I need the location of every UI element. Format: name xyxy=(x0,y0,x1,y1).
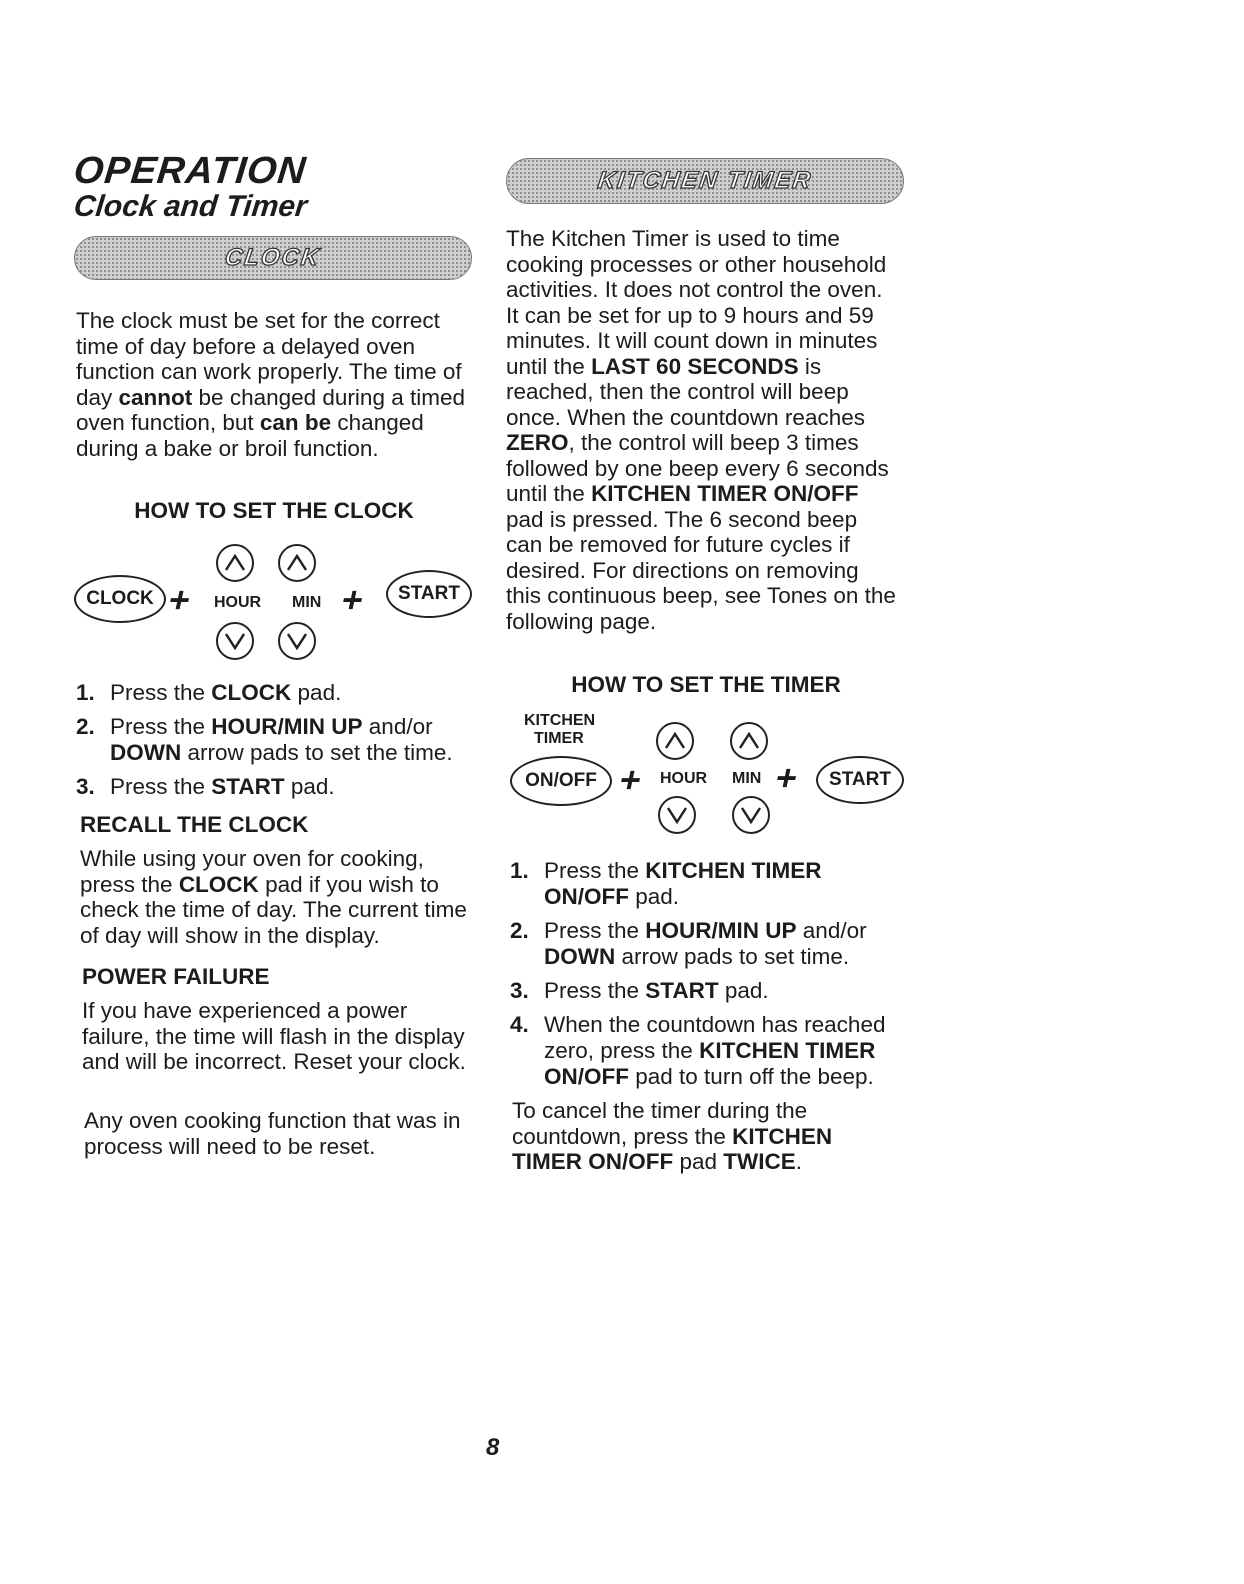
min-label: MIN xyxy=(732,770,762,787)
hour-label: HOUR xyxy=(214,594,262,611)
clock-intro xyxy=(76,308,466,461)
kitchen-timer-intro: The Kitchen Timer is used to time cooking processes or other household activities. It does not control the oven. It can be set for up to 9 hours and 59 minutes. It will count down in minutes until the LAST 60 SECONDS is reached, then the control will beep once. When the countdown reaches ZERO, the control will beep 3 times followed by one beep every 6 seconds until the KITCHEN TIMER ON/OFF pad is pressed. The 6 second beep can be removed for future cycles if desired. For directions on removing this continuous beep, see Tones on the following page. xyxy=(506,226,896,634)
hour-down-arrow-icon xyxy=(658,796,696,834)
timer-diagram xyxy=(506,710,906,840)
list-item: 3. Press the START pad. xyxy=(510,978,769,1003)
min-down-arrow-icon xyxy=(732,796,770,834)
plus-icon: + xyxy=(337,579,368,620)
clock-intro-part: be changed during a timed oven function, but xyxy=(76,384,465,435)
kitchen-timer-banner-label: KITCHEN TIMER xyxy=(596,167,814,194)
how-to-set-timer-heading: HOW TO SET THE TIMER xyxy=(571,672,841,697)
hour-up-arrow-icon xyxy=(216,544,254,582)
clock-intro-part: The clock must be set for the correct time of day before a delayed oven function can work properly. The time of day xyxy=(76,308,462,410)
cancel-timer-text: To cancel the timer during the countdown, press the KITCHEN TIMER ON/OFF pad TWICE. xyxy=(512,1098,833,1174)
plus-icon: + xyxy=(615,759,646,800)
list-item: 2. Press the HOUR/MIN UP and/or DOWN arrow pads to set the time. xyxy=(76,714,453,765)
kitchen-timer-banner xyxy=(506,158,904,204)
clock-pad: CLOCK xyxy=(74,575,166,623)
page-number: 8 xyxy=(486,1434,500,1461)
start-pad: START xyxy=(386,570,472,618)
list-item: 1. Press the CLOCK pad. xyxy=(76,680,342,705)
timer-label: TIMER xyxy=(534,730,584,747)
min-label: MIN xyxy=(292,594,322,611)
list-item: 2. Press the HOUR/MIN UP and/or DOWN arrow pads to set time. xyxy=(510,918,867,969)
plus-icon: + xyxy=(164,579,195,620)
step-number: 4. xyxy=(510,1012,529,1037)
power-failure-text: If you have experienced a power failure, the time will flash in the display and will be incorrect. Reset your clock. xyxy=(82,998,466,1074)
clock-intro-bold: cannot xyxy=(118,384,193,410)
list-item: 3. Press the START pad. xyxy=(76,774,335,799)
power-failure-heading: POWER FAILURE xyxy=(82,964,270,989)
onoff-pad: ON/OFF xyxy=(510,756,612,806)
kitchen-label: KITCHEN xyxy=(524,712,596,729)
hour-down-arrow-icon xyxy=(216,622,254,660)
step-number: 3. xyxy=(510,978,529,1003)
min-down-arrow-icon xyxy=(278,622,316,660)
how-to-set-clock-heading: HOW TO SET THE CLOCK xyxy=(134,498,414,523)
list-item: 4. When the countdown has reached zero, press the KITCHEN TIMER ON/OFF pad to turn off the beep. xyxy=(510,1012,886,1089)
timer-steps xyxy=(510,858,906,1098)
hour-label: HOUR xyxy=(660,770,708,787)
clock-diagram xyxy=(74,540,474,670)
step-number: 1. xyxy=(510,858,529,883)
list-item: 1. Press the KITCHEN TIMER ON/OFF pad. xyxy=(510,858,822,909)
recall-clock-text: While using your oven for cooking, press the CLOCK pad if you wish to check the time of day. The current time of day will show in the display. xyxy=(80,846,467,948)
clock-intro-bold: can be xyxy=(259,410,332,435)
power-failure-text-2: Any oven cooking function that was in process will need to be reset. xyxy=(84,1108,461,1159)
plus-icon: + xyxy=(771,757,802,798)
min-up-arrow-icon xyxy=(730,722,768,760)
clock-banner xyxy=(74,236,472,280)
clock-banner-label: CLOCK xyxy=(223,244,323,271)
clock-intro-part: changed during a bake or broil function. xyxy=(76,410,424,461)
page-subtitle: Clock and Timer xyxy=(72,190,309,223)
min-up-arrow-icon xyxy=(278,544,316,582)
hour-up-arrow-icon xyxy=(656,722,694,760)
step-number: 3. xyxy=(76,774,95,799)
step-number: 2. xyxy=(76,714,95,739)
clock-steps xyxy=(76,680,476,808)
step-number: 2. xyxy=(510,918,529,943)
section-title: OPERATION xyxy=(71,150,309,192)
start-pad: START xyxy=(816,756,904,804)
recall-clock-heading: RECALL THE CLOCK xyxy=(80,812,309,837)
step-number: 1. xyxy=(76,680,95,705)
